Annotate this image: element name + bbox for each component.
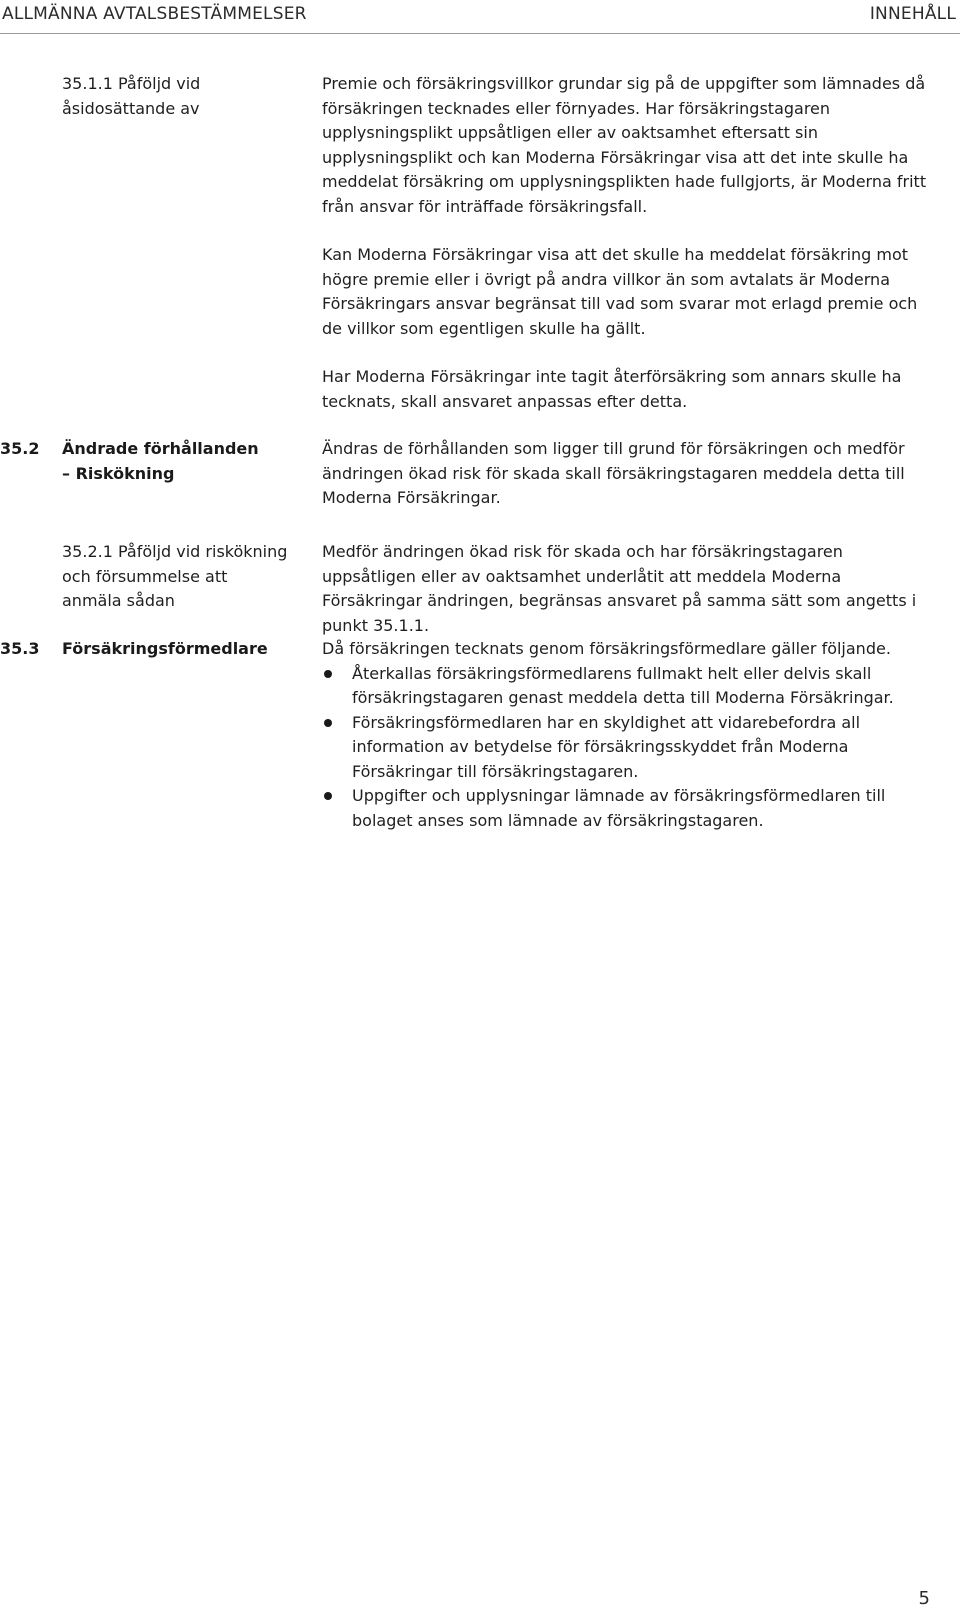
section-title <box>62 437 302 486</box>
list-item: Försäkringsförmedlaren har en skyldighet att vidarebefordra all information av betydelse för försäkringsskyddet från Moderna Försäkringar till försäkringstagaren. <box>322 711 937 785</box>
document-title: ALLMÄNNA AVTALSBESTÄMMELSER <box>2 4 307 24</box>
paragraph: Kan Moderna Försäkringar visa att det skulle ha meddelat försäkring mot högre premie eller i övrigt på andra villkor än som avtalats är Moderna Försäkringars ansvar begränsat till vad som svarar mot erlagd premie och de villkor som egentligen skulle ha gällt. <box>322 245 918 338</box>
section-body: Ändras de förhållanden som ligger till grund för försäkringen och medför ändringen ökad risk för skada skall försäkringstagaren meddela detta till Moderna Försäkringar. <box>322 439 905 507</box>
subsection-label: 35.2.1 Påföljd vid riskökning och försummelse att anmäla sådan <box>62 542 288 610</box>
list-item: Återkallas försäkringsförmedlarens fullmakt helt eller delvis skall försäkringstagaren genast meddela detta till Moderna Försäkringar. <box>322 662 937 711</box>
paragraph: Då försäkringen tecknats genom försäkringsförmedlare gäller följande. <box>322 639 891 658</box>
page-header <box>0 0 960 34</box>
subsection-label: 35.1.1 Påföljd vid åsidosättande av <box>62 74 201 118</box>
section-number: 35.3 <box>0 639 40 658</box>
subsection-body <box>322 72 937 414</box>
subsection-body: Medför ändringen ökad risk för skada och har försäkringstagaren uppsåtligen eller av oaktsamhet underlåtit att meddela Moderna Försäkringar ändringen, begränsas ansvaret på samma sätt som angetts i punkt 35.1.1. <box>322 542 917 635</box>
bullet-list <box>322 662 937 834</box>
section-title: Försäkringsförmedlare <box>62 639 268 658</box>
paragraph: Premie och försäkringsvillkor grundar sig på de uppgifter som lämnades då försäkringen tecknades eller förnyades. Har försäkringstagaren upplysningsplikt uppsåtligen eller av oaktsamhet eftersatt sin upplysningsplikt och kan Moderna Försäkringar visa att det inte skulle ha meddelat försäkring om upplysningsplikten hade fullgjorts, är Moderna fritt från ansvar för inträffade försäkringsfall. <box>322 74 927 216</box>
table-of-contents-link[interactable]: INNEHÅLL <box>869 4 956 24</box>
section-body <box>322 637 937 833</box>
list-item: Uppgifter och upplysningar lämnade av försäkringsförmedlaren till bolaget anses som lämnade av försäkringstagaren. <box>322 784 937 833</box>
section-number: 35.2 <box>0 439 40 458</box>
page-number: 5 <box>918 1588 930 1609</box>
paragraph: Har Moderna Försäkringar inte tagit återförsäkring som annars skulle ha tecknats, skall ansvaret anpassas efter detta. <box>322 367 902 411</box>
section-title-line: – Riskökning <box>62 463 175 483</box>
section-title-line: Ändrade förhållanden <box>62 439 259 458</box>
